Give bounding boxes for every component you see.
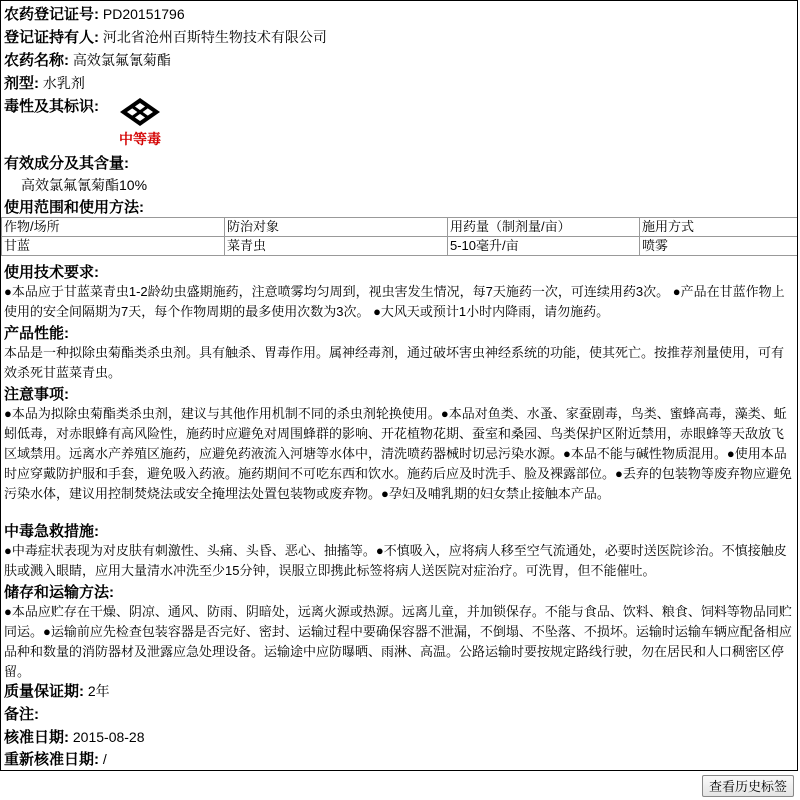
holder-label: 登记证持有人: [4,29,99,46]
approval-date-label: 核准日期: [4,729,69,746]
remarks-label: 备注: [4,706,39,723]
usage-table [1,217,798,256]
ingredient-label: 有效成分及其含量: [4,155,129,172]
usage-header-dosage: 用药量（制剂量/亩） [448,218,640,237]
reapproval-date-value: / [102,751,107,767]
usage-header-target: 防治对象 [225,218,448,237]
performance-title: 产品性能: [4,325,69,342]
approval-date-value: 2015-08-28 [72,729,145,745]
approval-date-row [4,727,794,748]
storage-title: 储存和运输方法: [4,584,114,601]
usage-header-row [2,218,799,237]
holder-row [4,27,794,48]
name-value: 高效氯氟氰菊酯 [72,52,171,68]
cautions-text: ●本品为拟除虫菊酯类杀虫剂，建议与其他作用机制不同的杀虫剂轮换使用。●本品对鱼类、水蚤、家蚕剧毒，鸟类、蜜蜂高毒，藻类、蚯蚓低毒，对赤眼蜂有高风险性，施药时应避免对周围蜂群的影响、开花植物花期、蚕室和桑园、鸟类保护区附近禁用，赤眼蜂等天敌放飞区域禁用。远离水产养殖区施药，应避免药液流入河塘等水体中，清洗喷药器械时切忌污染水源。●本品不能与碱性物质混用。●使用本品时应穿戴防护服和手套，避免吸入药液。施药期间不可吃东西和饮水。施药后应及时洗手、脸及裸露部位。●丢弃的包装物等废弃物应避免污染水体，建议用控制焚烧法或安全掩埋法处置包装物或废弃物。●孕妇及哺乳期的妇女禁止接触本产品。 [4,406,792,501]
reapproval-date-row [4,749,794,770]
usage-cell-crop: 甘蓝 [2,237,225,256]
remarks-row [4,704,794,725]
shelf-life-value: 2年 [87,683,110,699]
form-value: 水乳剂 [42,75,85,91]
reg-no-row [4,4,794,25]
firstaid-text: ●中毒症状表现为对皮肤有刺激性、头痛、头昏、恶心、抽搐等。●不慎吸入，应将病人移至空气流通处，必要时送医院诊治。不慎接触皮肤或溅入眼睛，应用大量清水冲洗至少15分钟，误服立即携此标签将病人送医院对症治疗。可洗胃，但不能催吐。 [4,543,787,578]
storage-text: ●本品应贮存在干燥、阴凉、通风、防雨、阴暗处，远离火源或热源。远离儿童，并加锁保存。不能与食品、饮料、粮食、饲料等物品同贮同运。●运输前应先检查包装容器是否完好、密封、运输过程中要确保容器不泄漏，不倒塌、不坠落、不损坏。运输时运输车辆应配备相应品种和数量的消防器材及泄露应急处理设备。运输途中应防曝晒、雨淋、高温。公路运输时要按规定路线行驶，勿在居民和人口稠密区停留。 [4,604,792,679]
usage-cell-target: 菜青虫 [225,237,448,256]
shelf-life-row [4,681,794,702]
view-history-label-button[interactable]: 查看历史标签 [702,775,794,797]
usage-cell-dosage: 5-10毫升/亩 [448,237,640,256]
cautions-title: 注意事项: [4,386,69,403]
table-row [2,237,799,256]
toxicity-label: 毒性及其标识: [4,98,99,115]
tech-title: 使用技术要求: [4,264,99,281]
usage-title: 使用范围和使用方法: [4,199,144,216]
reapproval-date-label: 重新核准日期: [4,751,99,768]
toxicity-value: 中等毒 [119,131,161,147]
shelf-life-label: 质量保证期: [4,683,84,700]
reg-no-label: 农药登记证号: [4,6,99,23]
performance-text: 本品是一种拟除虫菊酯类杀虫剂。具有触杀、胃毒作用。属神经毒剂，通过破坏害虫神经系统的功能，使其死亡。按推荐剂量使用，可有效杀死甘蓝菜青虫。 [4,345,785,380]
name-row [4,50,794,71]
firstaid-title: 中毒急救措施: [4,523,99,540]
usage-header-method: 施用方式 [640,218,799,237]
usage-header-crop: 作物/场所 [2,218,225,237]
usage-cell-method: 喷雾 [640,237,799,256]
ingredient-value: 高效氯氟氰菊酯10% [21,177,148,193]
holder-value: 河北省沧州百斯特生物技术有限公司 [102,29,327,45]
form-label: 剂型: [4,75,39,92]
form-row [4,73,794,94]
toxicity-diamond-icon [119,97,161,127]
name-label: 农药名称: [4,52,69,69]
tech-text: ●本品应于甘蓝菜青虫1-2龄幼虫盛期施药，注意喷雾均匀周到，视虫害发生情况，每7天施药一次，可连续用药3次。 ●产品在甘蓝作物上使用的安全间隔期为7天，每个作物周期的最多使用次数为3次。 ●大风天或预计1小时内降雨，请勿施药。 [4,284,785,319]
reg-no-value: PD20151796 [102,6,185,22]
